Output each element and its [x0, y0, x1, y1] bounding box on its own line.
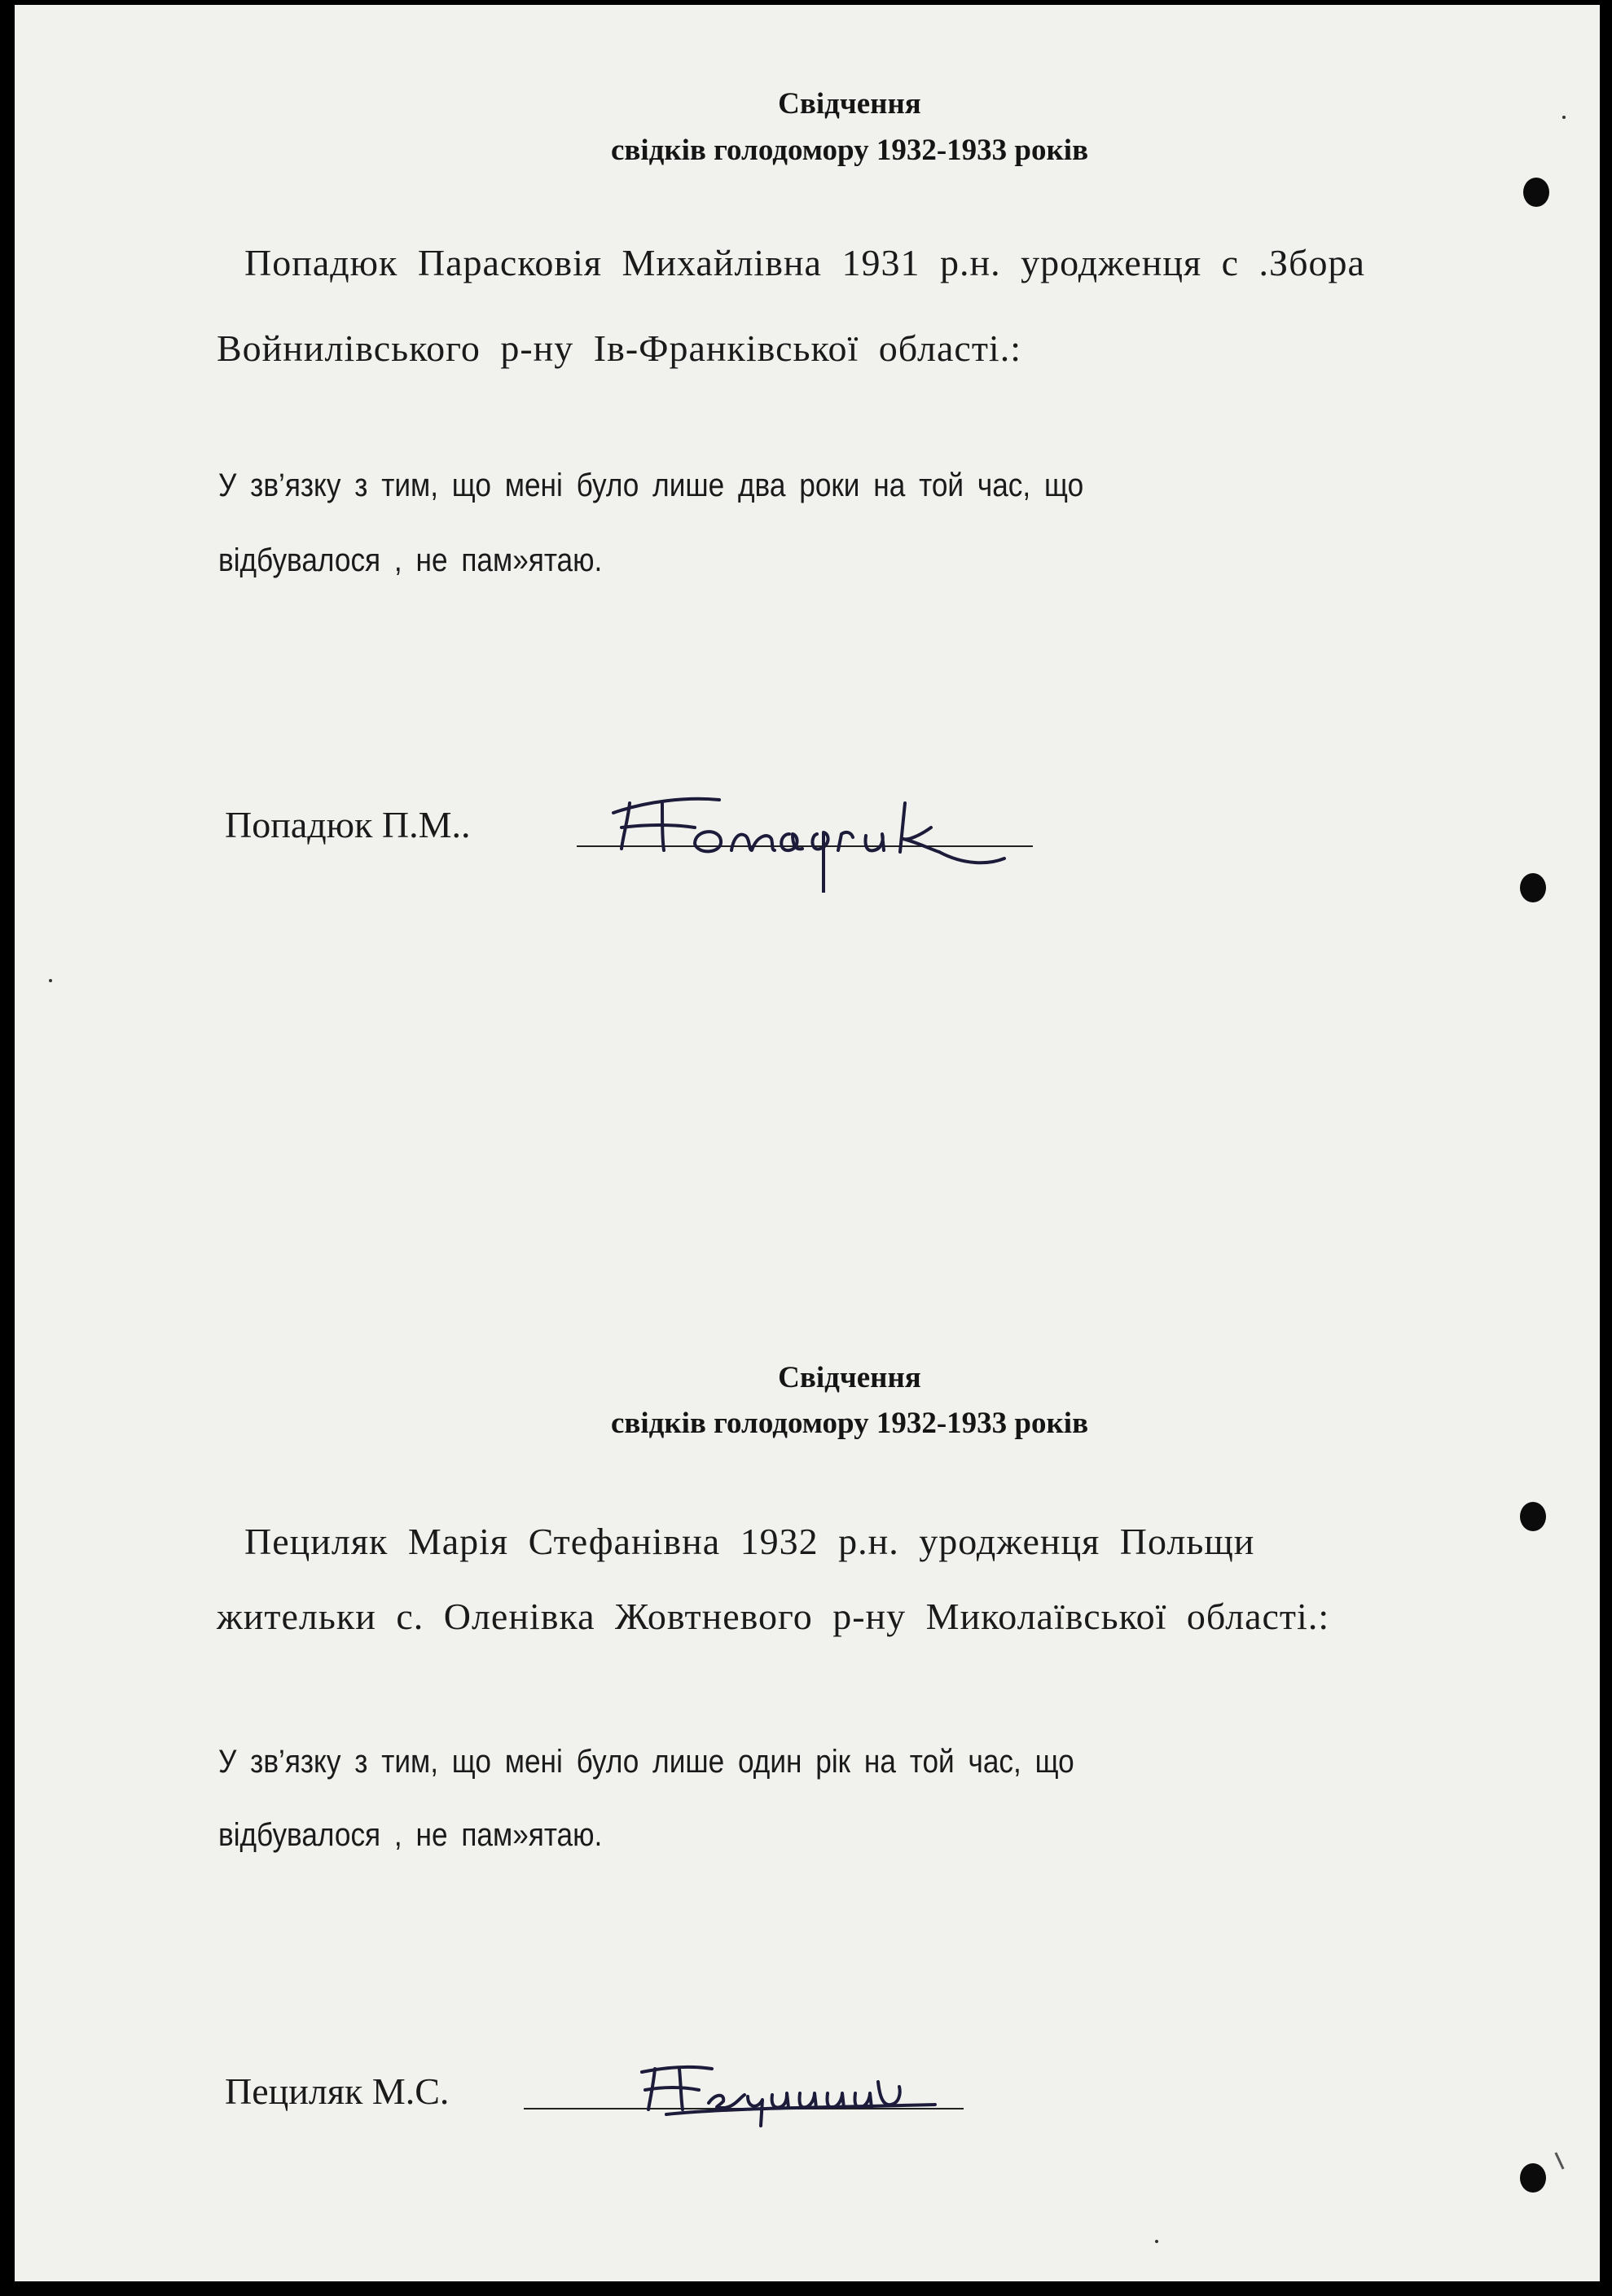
document-page — [15, 5, 1600, 2281]
statement-1-subheading: свідків голодомору 1932-1933 років — [610, 134, 1089, 167]
statement-2-signature-name: Пециляк М.С. — [225, 2070, 450, 2112]
punch-hole — [1520, 2163, 1546, 2193]
statement-2-intro-line-2: жительки с. Оленівка Жовтневого р-ну Миколаївської області.: — [217, 1596, 1330, 1637]
punch-hole — [1523, 178, 1549, 207]
statement-1-heading: Свідчення — [778, 87, 921, 121]
statement-1-intro-line-2: Войнилівського р-ну Ів-Франківської області.: — [217, 327, 1021, 369]
punch-hole — [1520, 873, 1546, 902]
paper-speck — [1155, 2240, 1158, 2243]
statement-2-subheading: свідків голодомору 1932-1933 років — [610, 1407, 1089, 1440]
statement-2-body-line-2: відбувалося , не пам»ятаю. — [218, 1817, 603, 1853]
statement-1-intro-line-1: Попадюк Парасковія Михайлівна 1931 р.н. уродженця с .Збора — [244, 242, 1365, 283]
paper-mark — [1554, 2152, 1564, 2169]
statement-1-signature-name: Попадюк П.М.. — [225, 804, 471, 845]
statement-1-handwritten-signature — [597, 754, 1053, 893]
punch-hole — [1520, 1502, 1546, 1531]
statement-2-intro-line-1: Пециляк Марія Стефанівна 1932 р.н. уродженця Польщи — [244, 1521, 1255, 1562]
paper-speck — [49, 979, 52, 982]
statement-2-handwritten-signature — [634, 2057, 976, 2131]
statement-1-body-line-1: У зв’язку з тим, що мені було лише два роки на той час, що — [218, 468, 1084, 503]
statement-2-body-line-1: У зв’язку з тим, що мені було лише один рік на той час, що — [218, 1744, 1074, 1780]
statement-1-body-line-2: відбувалося , не пам»ятаю. — [218, 542, 603, 578]
statement-2-heading: Свідчення — [778, 1361, 921, 1394]
